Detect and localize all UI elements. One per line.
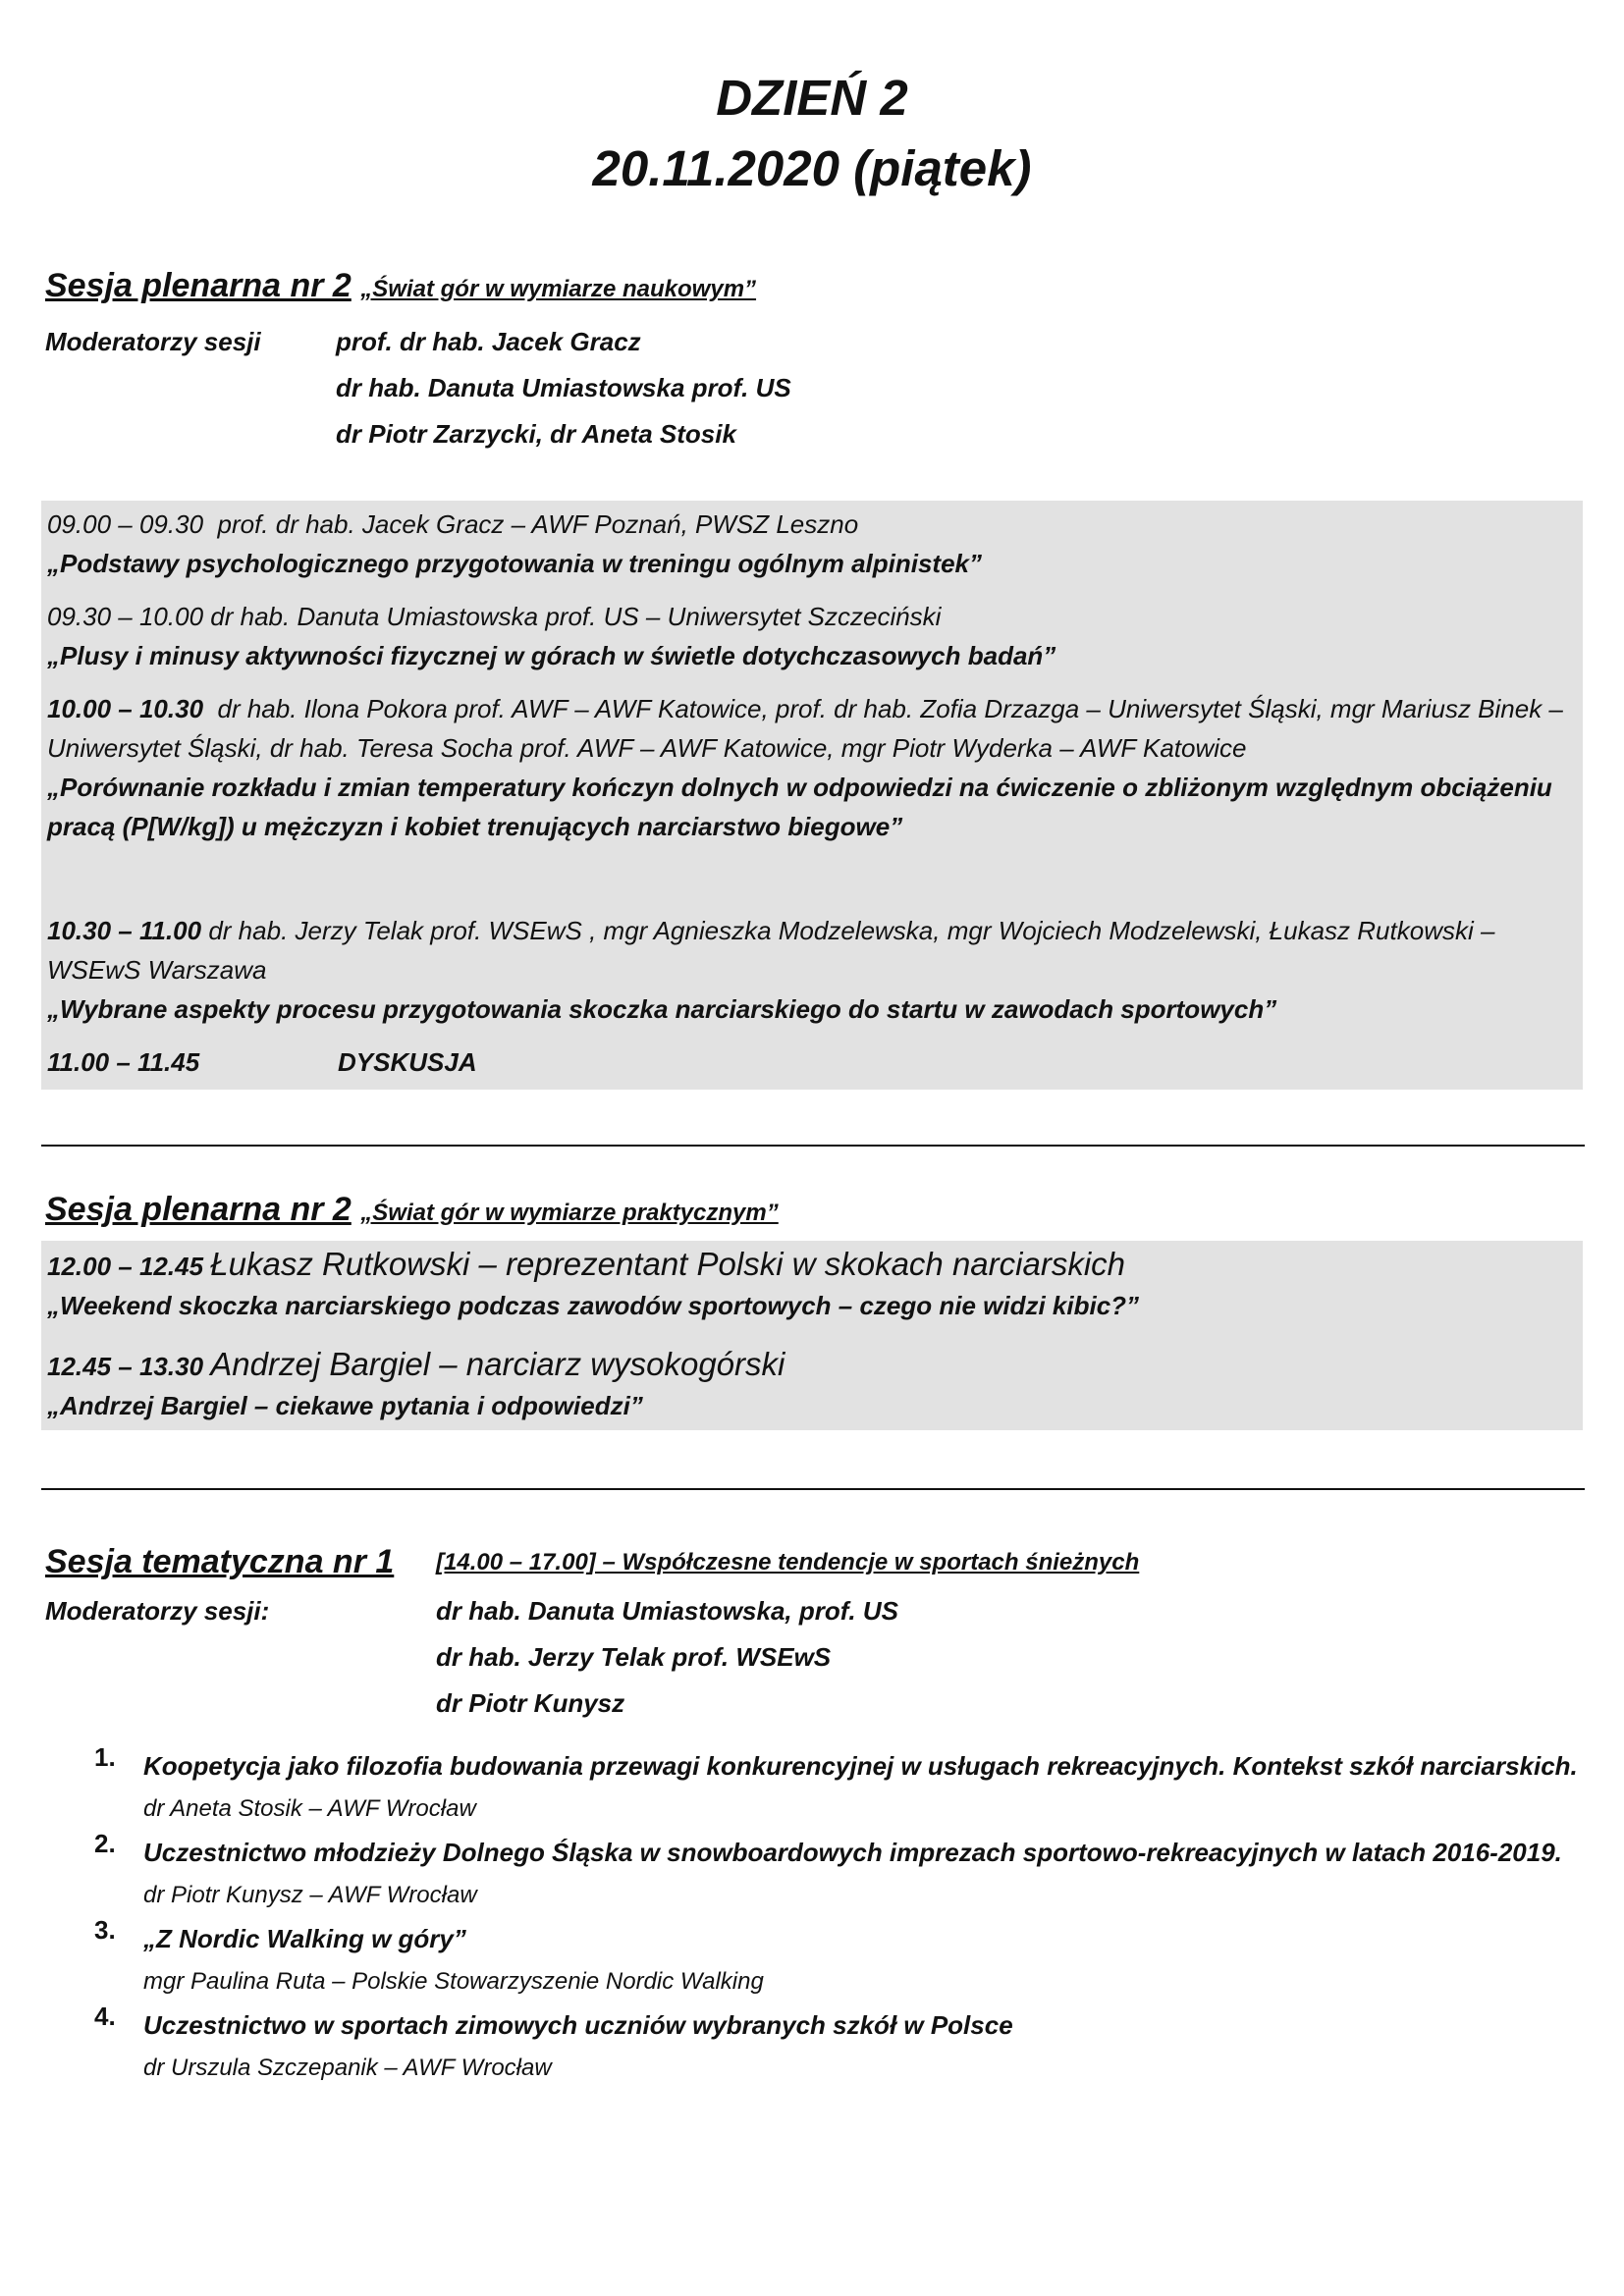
day-title: DZIEŃ 2 [716, 70, 908, 126]
talk-item [47, 597, 1571, 675]
session3-moderators-label: Moderatorzy sesji: [45, 1596, 270, 1626]
date-title: 20.11.2020 (piątek) [592, 140, 1032, 196]
session1-moderators [45, 327, 1027, 454]
list-item-number: 3. [94, 1915, 116, 1945]
talk-time: 10.00 – 10.30 [47, 694, 204, 723]
talk-item [47, 911, 1571, 1029]
talk-item [47, 505, 1571, 583]
talk-time: 10.30 – 11.00 [47, 916, 202, 945]
session1-name: Sesja plenarna nr 2 [45, 267, 352, 304]
talk-time: 09.30 – 10.00 [47, 602, 204, 631]
list-item-number: 1. [94, 1742, 116, 1772]
session3-moderator: dr hab. Danuta Umiastowska, prof. US [436, 1596, 898, 1626]
list-item-author: dr Piotr Kunysz – AWF Wrocław [143, 1882, 477, 1908]
discussion-label: DYSKUSJA [338, 1047, 477, 1077]
talk-title: „Porównanie rozkładu i zmian temperatury kończyn dolnych w odpowiedzi na ćwiczenie o zbliżonym względnym obciążeniu pracą (P[W/kg]) u mężczyzn i kobiet trenujących narciarstwo biegowe” [47, 773, 1552, 841]
list-item-author: mgr Paulina Ruta – Polskie Stowarzyszenie Nordic Walking [143, 1968, 764, 1995]
talk-authors: dr hab. Jerzy Telak prof. WSEwS , mgr Agnieszka Modzelewska, mgr Wojciech Modzelewski, Łukasz Rutkowski – WSEwS Warszawa [47, 916, 1495, 985]
talk-title: „Andrzej Bargiel – ciekawe pytania i odpowiedzi” [47, 1391, 643, 1420]
session3-subtitle: [14.00 – 17.00] – Współczesne tendencje w sportach śnieżnych [436, 1549, 1140, 1575]
session1-moderator: dr Piotr Zarzycki, dr Aneta Stosik [336, 419, 736, 449]
talk-item [47, 689, 1571, 846]
session1-subtitle: „Świat gór w wymiarze naukowym” [360, 276, 757, 302]
page-title-block [0, 63, 1624, 204]
session3-talk-list [94, 1742, 1585, 2088]
talk-time: 12.45 – 13.30 [47, 1352, 204, 1381]
list-item [94, 1829, 1585, 1915]
talk-title: „Weekend skoczka narciarskiego podczas zawodów sportowych – czego nie widzi kibic?” [47, 1291, 1140, 1320]
talk-authors: Łukasz Rutkowski – reprezentant Polski w skokach narciarskich [210, 1246, 1125, 1282]
list-item-title: Uczestnictwo młodzieży Dolnego Śląska w snowboardowych imprezach sportowo-rekreacyjnych w latach 2016-2019. [143, 1838, 1562, 1867]
session2-name: Sesja plenarna nr 2 [45, 1191, 352, 1228]
list-item-number: 2. [94, 1829, 116, 1858]
session2-talks-box [41, 1241, 1583, 1430]
session1-moderator: dr hab. Danuta Umiastowska prof. US [336, 373, 791, 402]
session1-talks-box [41, 501, 1583, 1090]
section-divider [41, 1145, 1585, 1147]
list-item [94, 2002, 1585, 2088]
session3-moderator: dr Piotr Kunysz [436, 1688, 625, 1718]
talk-item [47, 1245, 1571, 1325]
discussion-time: 11.00 – 11.45 [47, 1047, 200, 1077]
talk-authors: prof. dr hab. Jacek Gracz – AWF Poznań, PWSZ Leszno [217, 509, 859, 539]
session2-subtitle: „Świat gór w wymiarze praktycznym” [360, 1200, 779, 1226]
talk-title: „Podstawy psychologicznego przygotowania w treningu ogólnym alpinistek” [47, 549, 982, 578]
list-item-title: „Z Nordic Walking w góry” [143, 1924, 466, 1953]
list-item [94, 1915, 1585, 2002]
list-item-author: dr Aneta Stosik – AWF Wrocław [143, 1795, 476, 1822]
session2-header [45, 1191, 779, 1229]
discussion-item [47, 1042, 1571, 1082]
session1-header [45, 267, 756, 305]
section-divider [41, 1488, 1585, 1490]
list-item [94, 1742, 1585, 1829]
session3-moderators [45, 1596, 1223, 1724]
talk-title: „Plusy i minusy aktywności fizycznej w górach w świetle dotychczasowych badań” [47, 641, 1056, 670]
talk-item [47, 1345, 1571, 1425]
list-item-author: dr Urszula Szczepanik – AWF Wrocław [143, 2055, 552, 2081]
talk-authors: Andrzej Bargiel – narciarz wysokogórski [210, 1346, 785, 1382]
talk-title: „Wybrane aspekty procesu przygotowania skoczka narciarskiego do startu w zawodach sportowych” [47, 994, 1277, 1024]
session3-moderator: dr hab. Jerzy Telak prof. WSEwS [436, 1642, 832, 1672]
talk-authors: dr hab. Ilona Pokora prof. AWF – AWF Katowice, prof. dr hab. Zofia Drzazga – Uniwersytet Śląski, mgr Mariusz Binek – Uniwersytet Śląski, dr hab. Teresa Socha prof. AWF – AWF Katowice, mgr Piotr Wyderka – AWF Katowice [47, 694, 1563, 763]
list-item-number: 4. [94, 2002, 116, 2031]
talk-time: 09.00 – 09.30 [47, 509, 204, 539]
session1-moderators-label: Moderatorzy sesji [45, 327, 261, 356]
list-item-title: Uczestnictwo w sportach zimowych uczniów wybranych szkół w Polsce [143, 2010, 1013, 2040]
session1-moderator: prof. dr hab. Jacek Gracz [336, 327, 641, 356]
list-item-title: Koopetycja jako filozofia budowania przewagi konkurencyjnej w usługach rekreacyjnych. Kontekst szkół narciarskich. [143, 1751, 1578, 1781]
talk-authors: dr hab. Danuta Umiastowska prof. US – Uniwersytet Szczeciński [210, 602, 942, 631]
session3-header [45, 1543, 1518, 1588]
session3-name: Sesja tematyczna nr 1 [45, 1543, 395, 1580]
talk-time: 12.00 – 12.45 [47, 1252, 204, 1281]
